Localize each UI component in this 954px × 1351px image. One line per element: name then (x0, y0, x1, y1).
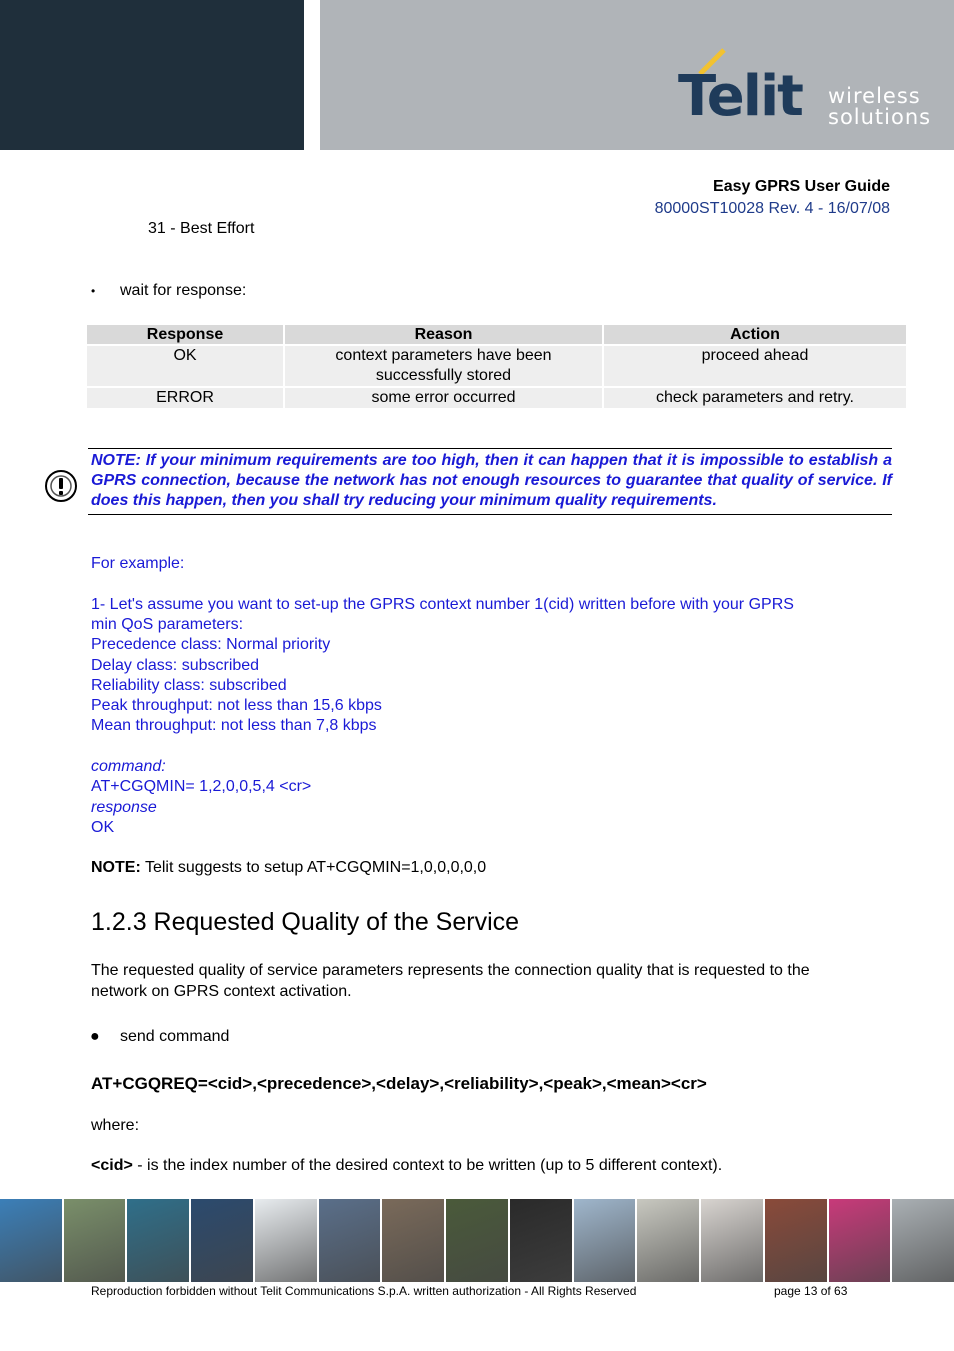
footer-page-number: page 13 of 63 (774, 1284, 848, 1298)
header-reason: Reason (285, 325, 602, 344)
footer-photo-tile (701, 1199, 763, 1282)
footer-image-strip (0, 1199, 954, 1282)
note-box (88, 448, 892, 515)
cell-response: ERROR (87, 388, 283, 408)
example-line: Precedence class: Normal priority (91, 636, 331, 653)
logo-word: Telit (678, 64, 802, 129)
table-row (87, 346, 906, 386)
section-paragraph-line: The requested quality of service parameters represents the connection quality that is requested to the (91, 962, 810, 979)
logo-line2: solutions (828, 105, 932, 129)
example-line: 1- Let's assume you want to set-up the GPRS context number 1(cid) written before with your GPRS (91, 596, 794, 613)
footer-photo-tile (382, 1199, 444, 1282)
telit-logo (676, 48, 936, 132)
example-line: Reliability class: subscribed (91, 677, 287, 694)
bullet-dot: ● (90, 1028, 100, 1045)
cid-text: - is the index number of the desired context to be written (up to 5 different context). (132, 1157, 723, 1174)
footer-photo-tile (0, 1199, 62, 1282)
footer-copyright: Reproduction forbidden without Telit Communications S.p.A. written authorization - All Rights Reserved (91, 1284, 637, 1298)
section-heading: 1.2.3 Requested Quality of the Service (91, 908, 520, 936)
footer-photo-tile (446, 1199, 508, 1282)
example-line: Delay class: subscribed (91, 657, 260, 674)
table-row (87, 388, 906, 408)
response-table (85, 323, 908, 410)
example-intro: For example: (91, 555, 185, 572)
where-label: where: (91, 1117, 140, 1134)
bullet-dot: • (91, 284, 96, 298)
footer-photo-tile (127, 1199, 189, 1282)
footer-photo-tile (64, 1199, 126, 1282)
example-line: min QoS parameters: (91, 616, 244, 633)
footer-photo-tile (574, 1199, 636, 1282)
example-response: OK (91, 819, 115, 836)
footer-photo-tile (510, 1199, 572, 1282)
command-label: command: (91, 758, 166, 775)
document-title: Easy GPRS User Guide (713, 178, 890, 195)
header-response: Response (87, 325, 283, 344)
cell-response: OK (87, 346, 283, 386)
note-suggestion-text: Telit suggests to setup AT+CGQMIN=1,0,0,0,0,0 (140, 859, 487, 876)
example-line: Peak throughput: not less than 15,6 kbps (91, 697, 382, 714)
footer-photo-tile (191, 1199, 253, 1282)
cgqreq-command: AT+CGQREQ=<cid>,<precedence>,<delay>,<reliability>,<peak>,<mean><cr> (91, 1074, 707, 1093)
footer-photo-tile (892, 1199, 954, 1282)
cell-action: check parameters and retry. (604, 388, 906, 408)
wait-response-text: wait for response: (120, 282, 247, 299)
note-label: NOTE: (91, 859, 141, 876)
exclamation-circle-icon (44, 469, 78, 503)
cell-reason: context parameters have been successfully stored (285, 346, 602, 386)
section-paragraph-line: network on GPRS context activation. (91, 983, 352, 1000)
cell-action: proceed ahead (604, 346, 906, 386)
header-dark-panel (0, 0, 304, 150)
send-command-text: send command (120, 1028, 230, 1045)
telit-suggestion-note (91, 858, 486, 878)
header-action: Action (604, 325, 906, 344)
footer-photo-tile (319, 1199, 381, 1282)
note-text: NOTE: If your minimum requirements are too high, then it can happen that it is impossible to establish a GPRS connection, because the network has not enough resources to guarantee that quality of service. If does this happen, then you shall try reducing your minimum quality requirements. (91, 452, 892, 509)
cid-label: <cid> (91, 1157, 133, 1174)
footer-photo-tile (255, 1199, 317, 1282)
cell-reason: some error occurred (285, 388, 602, 408)
document-revision: 80000ST10028 Rev. 4 - 16/07/08 (654, 200, 890, 217)
cid-description (91, 1156, 722, 1176)
footer-photo-tile (829, 1199, 891, 1282)
best-effort-line: 31 - Best Effort (148, 220, 255, 237)
footer-photo-tile (637, 1199, 699, 1282)
logo-line1: wireless (828, 84, 921, 108)
response-label: response (91, 799, 157, 816)
example-line: Mean throughput: not less than 7,8 kbps (91, 717, 377, 734)
footer-photo-tile (765, 1199, 827, 1282)
example-command: AT+CGQMIN= 1,2,0,0,5,4 <cr> (91, 778, 312, 795)
table-header-row (87, 325, 906, 344)
